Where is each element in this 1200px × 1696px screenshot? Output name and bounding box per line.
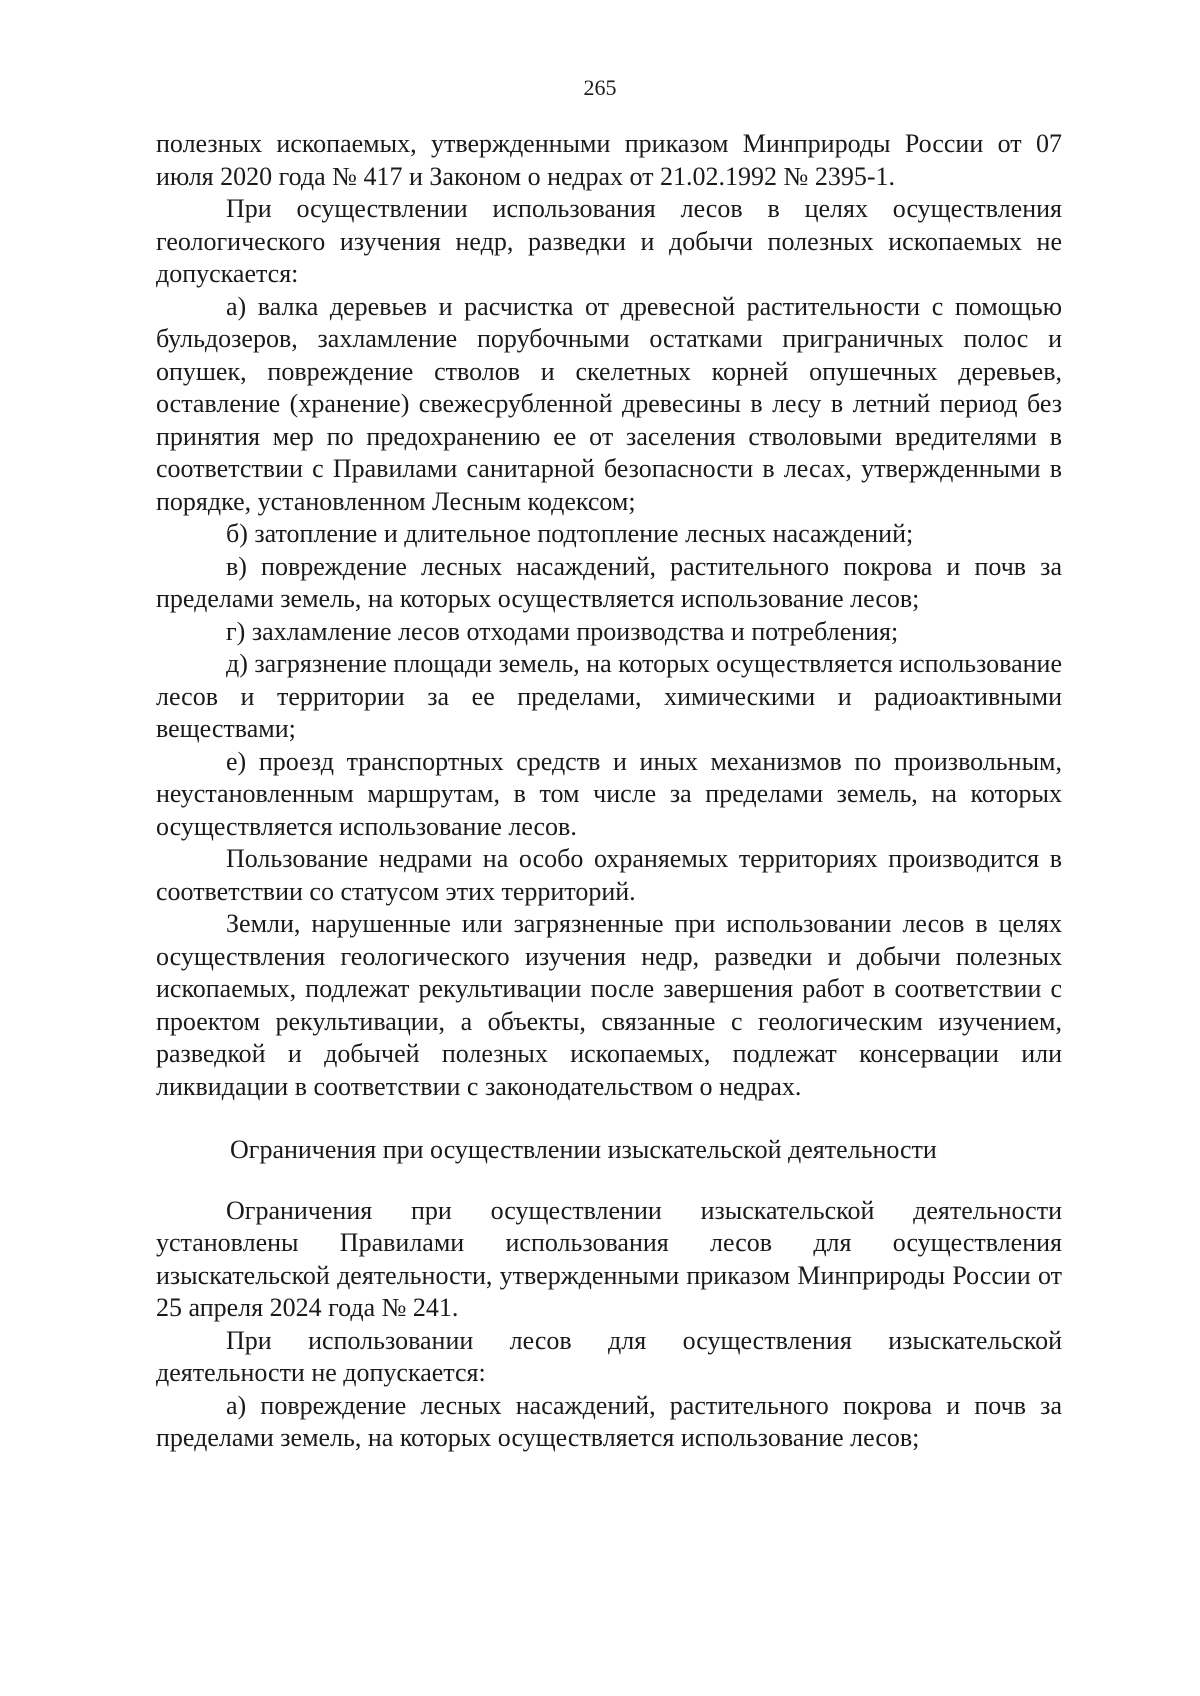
paragraph-survey-rules: Ограничения при осуществлении изыскательской деятельности установлены Правилами использования лесов для осуществления изыскательской деятельности, утвержденными приказом Минприроды России от 25 апреля 2024 года № 241. bbox=[156, 1195, 1062, 1322]
paragraph-recultivation: Земли, нарушенные или загрязненные при использовании лесов в целях осуществления геологического изучения недр, разведки и добычи полезных ископаемых, подлежат рекультивации после завершения работ в соответствии с проектом рекультивации, а объекты, связанные с геологическим изучением, разведкой и добычей полезных ископаемых, подлежат консервации или ликвидации в соответствии с законодательством о недрах. bbox=[156, 909, 1062, 1101]
paragraph-prohibitions-intro: При осуществлении использования лесов в целях осуществления геологического изучения недр, разведки и добычи полезных ископаемых не допускается: bbox=[156, 194, 1062, 288]
list-item-a-survey: а) повреждение лесных насаждений, растительного покрова и почв за пределами земель, на которых осуществляется использование лесов; bbox=[156, 1390, 1062, 1452]
paragraph-continuation: полезных ископаемых, утвержденными приказом Минприроды России от 07 июля 2020 года № 417 и Законом о недрах от 21.02.1992 № 2395-1. bbox=[156, 129, 1062, 191]
paragraph-survey-prohibitions-intro: При использовании лесов для осуществления изыскательской деятельности не допускается: bbox=[156, 1325, 1062, 1387]
list-item-g: г) захламление лесов отходами производства и потребления; bbox=[226, 616, 899, 646]
page-number: 265 bbox=[583, 75, 617, 100]
document-body bbox=[156, 128, 1062, 1455]
paragraph-protected-areas: Пользование недрами на особо охраняемых территориях производится в соответствии со статусом этих территорий. bbox=[156, 844, 1062, 906]
section-heading: Ограничения при осуществлении изыскательской деятельности bbox=[230, 1135, 937, 1164]
list-item-e: е) проезд транспортных средств и иных механизмов по произвольным, неустановленным маршрутам, в том числе за пределами земель, на которых осуществляется использование лесов. bbox=[156, 746, 1062, 841]
list-item-a: а) валка деревьев и расчистка от древесной растительности с помощью бульдозеров, захламление порубочными остатками приграничных полос и опушек, повреждение стволов и скелетных корней опушечных деревьев, оставление (хранение) свежесрубленной древесины в лесу в летний период без принятия мер по предохранению ее от заселения стволовыми вредителями в соответствии с Правилами санитарной безопасности в лесах, утвержденными в порядке, установленном Лесным кодексом; bbox=[156, 291, 1062, 516]
list-item-b: б) затопление и длительное подтопление лесных насаждений; bbox=[226, 519, 914, 548]
list-item-v: в) повреждение лесных насаждений, растительного покрова и почв за пределами земель, на которых осуществляется использование лесов; bbox=[156, 551, 1062, 613]
list-item-d: д) загрязнение площади земель, на которых осуществляется использование лесов и территории за ее пределами, химическими и радиоактивными веществами; bbox=[156, 649, 1062, 743]
